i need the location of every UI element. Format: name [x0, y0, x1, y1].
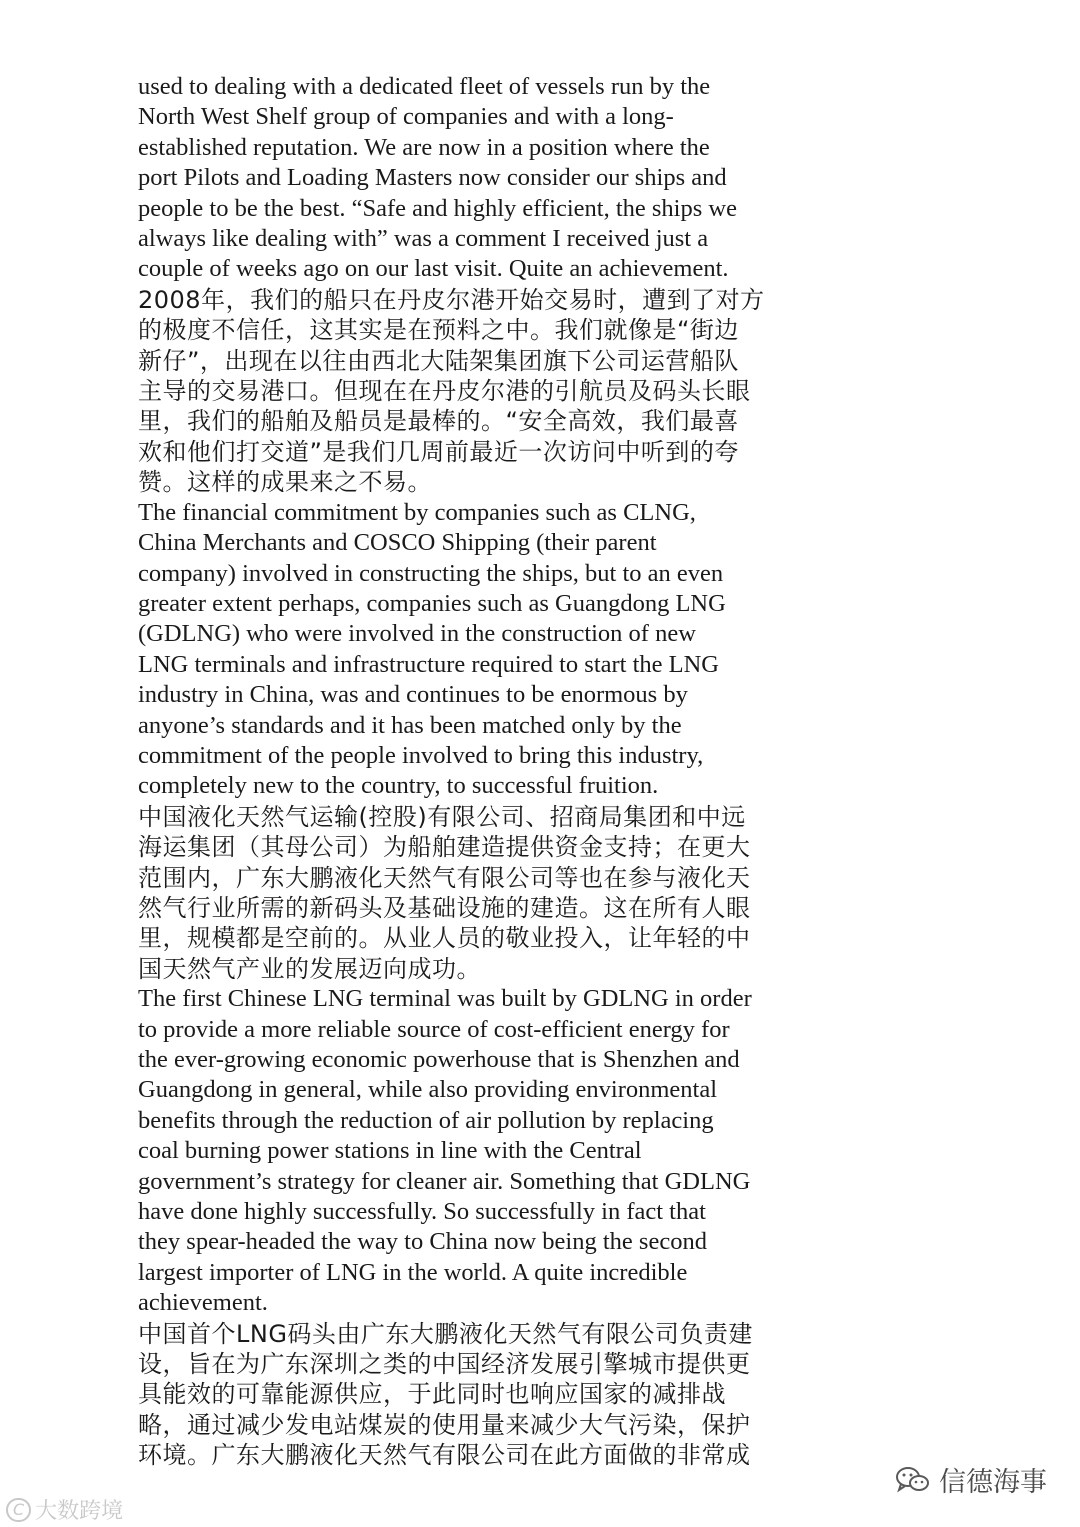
text-line: industry in China, was and continues to be enormous by — [138, 681, 688, 709]
text-line: 设，旨在为广东深圳之类的中国经济发展引擎城市提供更 — [138, 1350, 751, 1379]
text-line: company) involved in constructing the ships, but to an even — [138, 559, 724, 587]
text-line: greater extent perhaps, companies such as Guangdong LNG — [138, 589, 726, 617]
text-line: used to dealing with a dedicated fleet of vessels run by the — [138, 73, 711, 100]
text-line: China Merchants and COSCO Shipping (their parent — [138, 529, 657, 557]
text-line: 然气行业所需的新码头及基础设施的建造。这在所有人眼 — [138, 893, 751, 922]
watermark-right — [895, 1460, 1047, 1499]
text-line: largest importer of LNG in the world. A quite incredible — [138, 1258, 688, 1286]
text-line: North West Shelf group of companies and with a long- — [138, 103, 674, 131]
watermark-right-text: 信德海事 — [939, 1467, 1047, 1498]
text-line: the ever-growing economic powerhouse that is Shenzhen and — [138, 1046, 740, 1073]
watermark-logo-icon: C — [6, 1498, 31, 1522]
text-line: 中国首个LNG码头由广东大鹏液化天然气有限公司负责建 — [138, 1319, 753, 1348]
text-line: achievement. — [138, 1289, 268, 1317]
text-line: 中国液化天然气运输(控股)有限公司、招商局集团和中远 — [138, 802, 746, 831]
text-line: couple of weeks ago on our last visit. Quite an achievement. — [138, 255, 729, 283]
text-line: 的极度不信任，这其实是在预料之中。我们就像是“街边 — [138, 316, 739, 345]
text-line: 新仔”，出现在以往由西北大陆架集团旗下公司运营船队 — [138, 346, 739, 375]
text-line: benefits through the reduction of air pollution by replacing — [138, 1106, 714, 1134]
text-line: government’s strategy for cleaner air. Something that GDLNG — [138, 1167, 751, 1195]
text-line: LNG terminals and infrastructure required to start the LNG — [138, 650, 720, 678]
text-line: they spear-headed the way to China now being the second — [138, 1228, 707, 1256]
text-line: Guangdong in general, while also providing environmental — [138, 1076, 718, 1104]
text-line: 环境。广东大鹏液化天然气有限公司在此方面做的非常成 — [138, 1441, 751, 1470]
text-line: completely new to the country, to successful fruition. — [138, 772, 659, 800]
text-line: coal burning power stations in line with the Central — [138, 1137, 642, 1165]
text-line: 略，通过减少发电站煤炭的使用量来减少大气污染，保护 — [138, 1410, 751, 1439]
text-line: commitment of the people involved to bring this industry, — [138, 741, 704, 769]
text-line: anyone’s standards and it has been matched only by the — [138, 711, 682, 739]
text-line: always like dealing with” was a comment I received just a — [138, 225, 709, 253]
document-body — [138, 72, 838, 1471]
text-line: 里，规模都是空前的。从业人员的敬业投入，让年轻的中 — [138, 924, 751, 953]
text-line: 具能效的可靠能源供应，于此同时也响应国家的减排战 — [138, 1380, 726, 1409]
text-line: have done highly successfully. So successfully in fact that — [138, 1198, 706, 1226]
wechat-icon — [895, 1465, 931, 1495]
text-line: established reputation. We are now in a position where the — [138, 133, 710, 161]
paragraph-chinese — [138, 802, 838, 984]
text-line: port Pilots and Loading Masters now consider our ships and — [138, 164, 727, 192]
watermark-left-text: 大数跨境 — [35, 1499, 124, 1524]
text-line: 海运集团（其母公司）为船舶建造提供资金支持；在更大 — [138, 833, 751, 862]
watermark-left — [6, 1494, 123, 1525]
paragraph-english — [138, 984, 838, 1318]
text-line: 欢和他们打交道”是我们几周前最近一次访问中听到的夸 — [138, 437, 739, 466]
text-line: people to be the best. “Safe and highly efficient, the ships we — [138, 194, 737, 222]
paragraph-english — [138, 498, 838, 802]
paragraph-chinese — [138, 1319, 838, 1471]
text-line: 2008年，我们的船只在丹皮尔港开始交易时，遭到了对方 — [138, 285, 765, 314]
text-line: 主导的交易港口。但现在在丹皮尔港的引航员及码头长眼 — [138, 377, 751, 406]
text-line: (GDLNG) who were involved in the construction of new — [138, 620, 696, 648]
text-line: to provide a more reliable source of cost-efficient energy for — [138, 1015, 730, 1043]
paragraph-english — [138, 72, 838, 285]
text-line: 范围内，广东大鹏液化天然气有限公司等也在参与液化天 — [138, 863, 751, 892]
paragraph-chinese — [138, 285, 838, 498]
text-line: 国天然气产业的发展迈向成功。 — [138, 954, 481, 983]
text-line: 里，我们的船舶及船员是最棒的。“安全高效，我们最喜 — [138, 407, 739, 436]
text-line: The financial commitment by companies such as CLNG, — [138, 498, 696, 526]
text-line: 赞。这样的成果来之不易。 — [138, 468, 432, 497]
text-line: The first Chinese LNG terminal was built by GDLNG in order — [138, 985, 752, 1013]
